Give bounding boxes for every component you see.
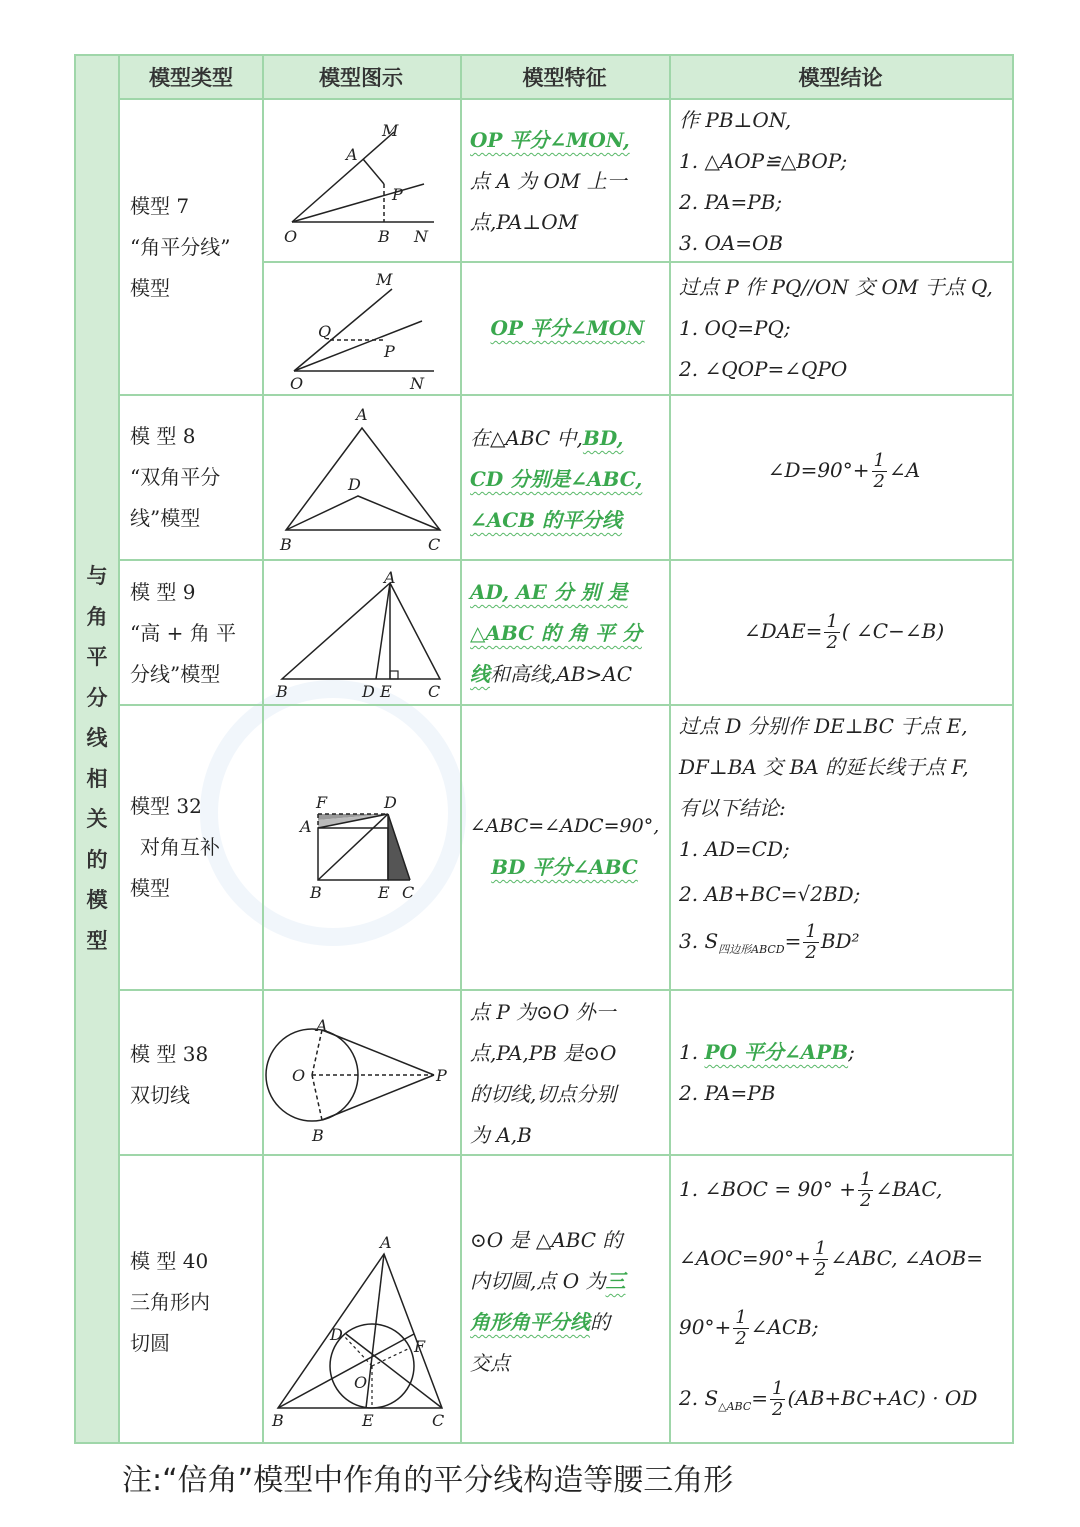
model40-type: 模 型 40 三角形内 切圆 — [130, 1249, 210, 1355]
model32-figure — [264, 706, 460, 988]
fraction: $\frac{1}{2}$ — [772, 1378, 784, 1420]
footnote: 注:“倍角”模型中作角的平分线构造等腰三角形 — [122, 1463, 734, 1498]
row-divider — [120, 394, 1012, 396]
fig-label: D — [384, 793, 397, 812]
row-divider — [120, 989, 1012, 991]
fig-label: B — [310, 883, 322, 902]
model40-feature: ⊙O 是 △ABC 的 内切圆,点 O 为三 角形角平分线的 交点 — [470, 1228, 626, 1375]
fig-label: A — [300, 817, 312, 836]
fig-label: A — [346, 145, 358, 164]
fig-label: B — [312, 1126, 324, 1145]
fig-label: P — [384, 342, 395, 361]
header-conclusion: 模型结论 — [669, 56, 1012, 100]
model38-type: 模 型 38 双切线 — [130, 1042, 209, 1107]
fig-label: Q — [318, 322, 332, 341]
fig-label: A — [316, 1016, 328, 1035]
fraction: $\frac{1}{2}$ — [826, 611, 838, 653]
fig-label: P — [392, 185, 403, 204]
fig-label: O — [354, 1373, 368, 1392]
fig-label: A — [356, 405, 368, 424]
model9-type: 模 型 9 “高 + 角 平 分线”模型 — [130, 580, 237, 686]
header-type: 模型类型 — [120, 56, 262, 100]
fig-label: E — [380, 682, 392, 701]
fraction: $\frac{1}{2}$ — [735, 1307, 747, 1349]
fraction: $\frac{1}{2}$ — [873, 450, 885, 492]
fig-label: P — [436, 1066, 447, 1085]
fig-label: D — [330, 1325, 343, 1344]
model-table — [74, 54, 1014, 1444]
fig-label: O — [290, 374, 304, 393]
fig-label: B — [280, 535, 292, 554]
fig-label: E — [362, 1411, 374, 1430]
model7-figure2 — [264, 263, 460, 393]
model40-conclusion: 1. ∠BOC = 90° + $\frac{1}{2}$ ∠BAC, ∠AOC=90°+ $\frac{1}{2}$ ∠ABC, ∠AOB= 90°+ $\frac{1}{2}$ ∠ACB; 2. $S_{\triangle ABC}=$ $\frac{1}{2}$ (AB+BC+AC) · OD — [679, 1169, 983, 1420]
fraction: $\frac{1}{2}$ — [805, 921, 817, 963]
model8-conclusion: ∠D=90°+ $\frac{1}{2}$ ∠A — [767, 450, 921, 492]
fig-label: F — [414, 1337, 426, 1356]
side-label: 与 角 平 分 线 相 关 的 模 型 — [86, 564, 108, 953]
model32-type: 模型 32 对角互补 模型 — [130, 794, 220, 900]
col-divider — [460, 56, 462, 1442]
fig-label: E — [378, 883, 390, 902]
fraction: $\frac{1}{2}$ — [814, 1238, 827, 1280]
fig-label: M — [382, 121, 399, 140]
model7-conclusion1: 作 PB⊥ON, 1. △AOP≌△BOP; 2. PA=PB; 3. OA=OB — [679, 108, 848, 255]
model7-conclusion2: 过点 P 作 PQ//ON 交 OM 于点 Q, 1. OQ=PQ; 2. ∠QOP=∠QPO — [679, 275, 993, 381]
fraction: $\frac{1}{2}$ — [860, 1169, 872, 1211]
fig-label: C — [402, 883, 415, 902]
fig-label: B — [378, 227, 390, 246]
model32-conclusion: 过点 D 分别作 DE⊥BC 于点 E, DF⊥BA 交 BA 的延长线于点 F, 有以下结论: 1. AD=CD; 2. AB+BC=√2BD; 3. $S_{四边形ABCD}=$ $\frac{1}{2}$ BD² — [679, 714, 969, 963]
model9-feature: AD, AE 分 别 是 △ABC 的 角 平 分 线和高线,AB>AC — [470, 580, 642, 686]
model38-feature: 点 P 为⊙O 外一 点,PA,PB 是⊙O 的切线,切点分别 为 A,B — [470, 1000, 617, 1147]
fig-label: C — [432, 1411, 445, 1430]
fig-label: C — [428, 682, 441, 701]
fig-label: O — [284, 227, 298, 246]
fig-label: D — [362, 682, 375, 701]
model9-conclusion: ∠DAE= $\frac{1}{2}$ ( ∠C−∠B) — [743, 611, 945, 653]
model38-figure — [264, 991, 460, 1153]
fig-label: N — [414, 227, 428, 246]
model7-figure1 — [264, 102, 460, 260]
fig-label: A — [384, 568, 396, 587]
fig-label: N — [410, 374, 424, 393]
col-divider — [669, 56, 671, 1442]
fig-label: A — [380, 1233, 392, 1252]
model38-conclusion: 1. PO 平分∠APB; 2. PA=PB — [679, 1040, 855, 1105]
model8-feature: 在△ABC 中,BD, CD 分别是∠ABC, ∠ACB 的平分线 — [470, 426, 643, 532]
fig-label: M — [376, 270, 393, 289]
fig-label: C — [428, 535, 441, 554]
row-divider — [120, 559, 1012, 561]
fig-label: D — [348, 475, 361, 494]
model9-figure — [264, 561, 460, 703]
model7-feature1: OP 平分∠MON, 点 A 为 OM 上一 点,PA⊥OM — [470, 128, 630, 234]
side-column — [76, 56, 120, 1442]
fig-label: O — [292, 1066, 306, 1085]
fig-label: B — [272, 1411, 284, 1430]
fig-label: F — [316, 793, 328, 812]
fig-label: B — [276, 682, 288, 701]
header-feature: 模型特征 — [460, 56, 669, 100]
model40-figure — [264, 1156, 460, 1442]
model7-type: 模型 7 “角平分线” 模型 — [130, 194, 231, 300]
model8-figure — [264, 396, 460, 558]
model8-type: 模 型 8 “双角平分 线”模型 — [130, 424, 221, 530]
model7-feature2: OP 平分∠MON — [490, 316, 645, 340]
header-figure: 模型图示 — [262, 56, 460, 100]
model32-feature: ∠ABC=∠ADC=90°, BD 平分∠ABC — [469, 815, 660, 879]
